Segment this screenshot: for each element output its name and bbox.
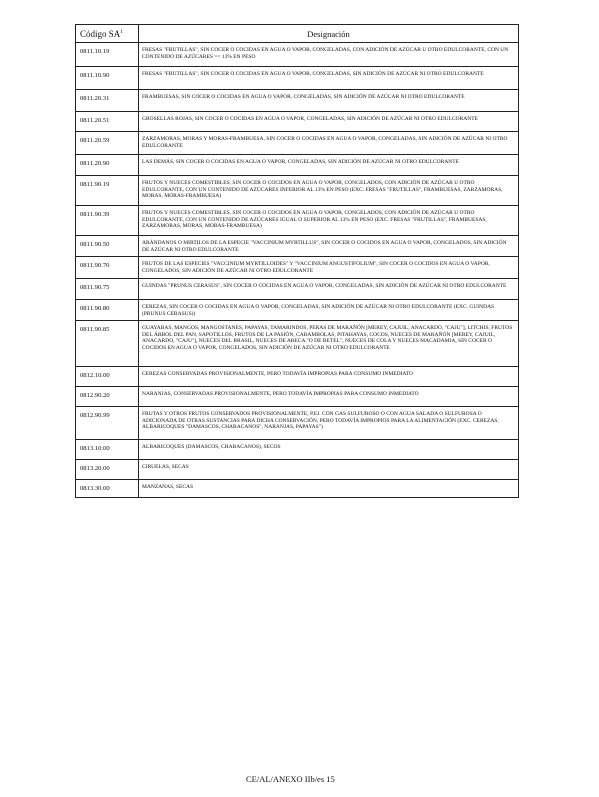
table-header-row [76, 25, 519, 43]
table-row [76, 321, 519, 367]
row-designation: ZARZAMORAS, MORAS Y MORAS-FRAMBUESA, SIN COCER O COCIDAS EN AGUA O VAPOR, CONGELADAS, SIN ADICIÓN DE AZÚCAR NI OTRO EDULCORANTE [139, 132, 519, 155]
row-code: 0811.10.90 [76, 67, 139, 90]
row-designation: CEREZAS CONSERVADAS PROVISIONALMENTE, PERO TODAVÍA IMPROPIAS PARA CONSUMO INMEDIATO [139, 367, 519, 387]
row-code: 0811.20.31 [76, 90, 139, 112]
table-row [76, 90, 519, 112]
table-row [76, 112, 519, 132]
row-code: 0811.90.80 [76, 300, 139, 321]
row-code: 0812.10.00 [76, 367, 139, 387]
row-designation: GROSELLAS ROJAS, SIN COCER O COCIDAS EN AGUA O VAPOR, CONGELADAS, SIN ADICIÓN DE AZÚCAR NI OTRO EDULCORANTE [139, 112, 519, 132]
table-row [76, 257, 519, 279]
row-code: 0811.90.39 [76, 206, 139, 236]
row-designation: FRUTOS Y NUECES COMESTIBLES, SIN COCER O COCIDOS EN AGUA O VAPOR, CONGELADOS, CON ADICIÓN DE AZÚCAR U OTRO EDULCORANTE, CON UN CONTENIDO DE AZÚCARES IGUAL O SUPERIOR AL 13% EN PESO (EXC. FRESAS "FRUTILLAS", FRAMBUESAS, ZARZAMORAS, MORAS, MORAS-FRAMBUESA) [139, 206, 519, 236]
table-row [76, 300, 519, 321]
row-designation: FRUTOS DE LAS ESPECIES "VACCINIUM MYRTILLOIDES" Y "VACCINIUM ANGUSTIFOLIUM", SIN COCER O COCIDOS EN AGUA O VAPOR, CONGELADOS, SIN ADICIÓN DE AZÚCAR NI OTRO EDULCORANTE [139, 257, 519, 279]
table-row [76, 132, 519, 155]
header-code-footnote: 1 [120, 28, 124, 35]
row-code: 0811.10.19 [76, 43, 139, 67]
table-row [76, 236, 519, 257]
row-code: 0811.90.70 [76, 257, 139, 279]
table-row [76, 367, 519, 387]
header-code [76, 25, 139, 43]
table-row [76, 43, 519, 67]
table-row [76, 440, 519, 460]
row-code: 0813.30.00 [76, 480, 139, 498]
header-code-label: Código SA [80, 28, 121, 39]
table-row [76, 460, 519, 480]
header-designation: Designación [139, 25, 519, 43]
table-body [76, 43, 519, 498]
row-code: 0812.90.99 [76, 407, 139, 440]
row-code: 0811.90.50 [76, 236, 139, 257]
row-code: 0813.10.00 [76, 440, 139, 460]
table-row [76, 206, 519, 236]
row-code: 0811.20.51 [76, 112, 139, 132]
row-designation: GUAYABAS, MANGOS, MANGOSTANES, PAPAYAS, TAMARINDOS, PERAS DE MARAÑÓN [MEREY, CAJUIL, ANACARDO, "CAJU"], LITCHIS, FRUTOS DEL ÁRBOL DEL PAN, SAPOTILLOS, FRUTOS DE LA PASIÓN, CARAMBOLAS, PITAHAYAS, COCOS, NUECES DE MARAÑÓN [MEREY, CAJUIL, ANACARDO, "CAJU"], NUECES DEL BRASIL, NUECES DE ARECA "O DE BETEL", NUECES DE COLA Y NUECES MACADAMIA, SIN COCER O COCIDOS EN AGUA O VAPOR, CONGELADOS, SIN ADICIÓN DE AZÚCAR NI OTRO EDULCORANTE [139, 321, 519, 367]
row-designation: FRESAS "FRUTILLAS", SIN COCER O COCIDAS EN AGUA O VAPOR, CONGELADAS, SIN ADICIÓN DE AZÚCAR NI OTRO EDULCORANTE [139, 67, 519, 90]
row-designation: ALBARICOQUES (DAMASCOS, CHABACANOS), SECOS [139, 440, 519, 460]
row-designation: GUINDAS "PRUNUS CERASUS", SIN COCER O COCIDAS EN AGUA O VAPOR, CONGELADAS, SIN ADICIÓN DE AZÚCAR NI OTRO EDULCORANTE [139, 279, 519, 300]
table-row [76, 387, 519, 407]
row-designation: CIRUELAS, SECAS [139, 460, 519, 480]
row-designation: FRUTOS Y NUECES COMESTIBLES, SIN COCER O COCIDOS EN AGUA O VAPOR, CONGELADOS, CON ADICIÓN DE AZÚCAR U OTRO EDULCORANTE, CON UN CONTENIDO DE AZÚCARES INFERIOR AL 13% EN PESO (EXC. FRESAS "FRUTILLAS", FRAMBUESAS, ZARZAMORAS, MORAS, MORAS-FRAMBUESA) [139, 176, 519, 206]
table-row [76, 407, 519, 440]
row-designation: FRUTAS Y OTROS FRUTOS CONSERVADOS PROVISIONALMENTE, P.EJ. CON GAS SULFUROSO O CON AGUA SALADA O SULFUROSA O ADICIONADA DE OTRAS SUSTANCIAS PARA DICHA CONSERVACIÓN, PERO TODAVÍA IMPROPIOS PARA LA ALIMENTACIÓN (EXC. CEREZAS, ALBARICOQUES "DAMASCOS, CHABACANOS", NARANJAS, PAPAYAS") [139, 407, 519, 440]
table-row [76, 67, 519, 90]
row-code: 0811.90.19 [76, 176, 139, 206]
row-code: 0811.20.59 [76, 132, 139, 155]
table-row [76, 480, 519, 498]
row-code: 0811.20.90 [76, 155, 139, 176]
table-row [76, 279, 519, 300]
row-designation: LAS DEMÁS, SIN COCER O COCIDAS EN AGUA O VAPOR, CONGELADAS, SIN ADICIÓN DE AZÚCAR NI OTRO EDULCORANTE [139, 155, 519, 176]
row-designation: CEREZAS, SIN COCER O COCIDAS EN AGUA O VAPOR, CONGELADAS, SIN ADICIÓN DE AZÚCAR NI OTRO EDULCORANTE (EXC. GUINDAS (PRUNUS CERASUS)) [139, 300, 519, 321]
tariff-table [75, 24, 519, 498]
row-designation: ARÁNDANOS O MIRTILOS DE LA ESPECIE "VACCINIUM MYRTILLUS", SIN COCER O COCIDOS EN AGUA O VAPOR, CONGELADOS, SIN ADICIÓN DE AZÚCAR NI OTRO EDULCORANTE [139, 236, 519, 257]
row-designation: FRESAS "FRUTILLAS", SIN COCER O COCIDAS EN AGUA O VAPOR, CONGELADAS, CON ADICIÓN DE AZÚCAR U OTRO EDULCORANTE, CON UN CONTENIDO DE AZÚCARES =< 13% EN PESO [139, 43, 519, 67]
row-code: 0811.90.75 [76, 279, 139, 300]
row-code: 0813.20.00 [76, 460, 139, 480]
table-row [76, 155, 519, 176]
row-designation: NARANJAS, CONSERVADAS PROVISIONALMENTE, PERO TODAVÍA IMPROPIAS PARA CONSUMO INMEDIATO [139, 387, 519, 407]
row-designation: MANZANAS, SECAS [139, 480, 519, 498]
row-code: 0812.90.20 [76, 387, 139, 407]
row-code: 0811.90.85 [76, 321, 139, 367]
row-designation: FRAMBUESAS, SIN COCER O COCIDAS EN AGUA O VAPOR, CONGELADAS, SIN ADICIÓN DE AZÚCAR NI OTRO EDULCORANTE [139, 90, 519, 112]
page-footer: CE/AL/ANEXO IIb/es 15 [246, 774, 335, 784]
table-row [76, 176, 519, 206]
